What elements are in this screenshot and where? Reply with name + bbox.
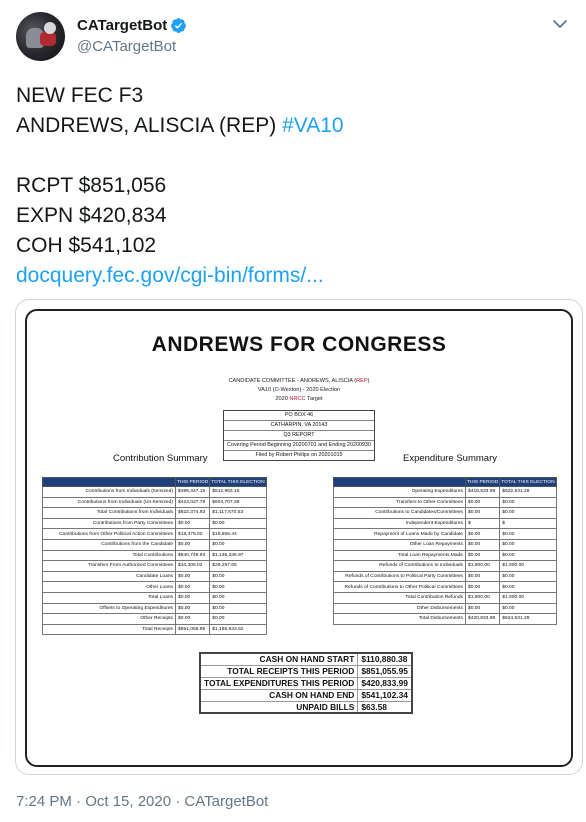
row-total-value: $0.00: [210, 592, 266, 603]
row-label: Other Disbursements: [334, 603, 466, 614]
row-period-value: $1,900.00: [466, 592, 500, 603]
cash-row: [200, 677, 412, 689]
row-total-value: $1,900.00: [500, 592, 556, 603]
col-this-period: THIS PERIOD: [467, 479, 499, 485]
display-name[interactable]: CATargetBot: [77, 17, 168, 34]
row-period-value: $840,749.93: [176, 550, 210, 561]
row-period-value: $18,375.00: [176, 529, 210, 540]
row-period-value: $10,306.02: [176, 561, 210, 572]
cash-value: $541,102.34: [358, 689, 412, 701]
cash-value: $110,880.38: [358, 653, 412, 665]
contribution-row: [43, 582, 267, 593]
info-line: Q3 REPORT: [224, 431, 374, 441]
document-title: ANDREWS FOR CONGRESS: [151, 333, 447, 356]
row-period-value: $0.00: [176, 603, 210, 614]
row-label: Operating Expenditures: [334, 487, 466, 498]
row-label: Refunds of Contributions to Individuals: [334, 561, 466, 572]
row-label: Refunds of Contributions to Political Party Committees: [334, 571, 466, 582]
row-total-value: $1,165,633.62: [210, 624, 266, 635]
expenditure-row: [334, 571, 557, 582]
row-period-value: $399,347.15: [176, 487, 210, 498]
committee-info-box: [223, 410, 375, 461]
fec-summary-document: [25, 309, 573, 767]
row-total-value: $0.00: [500, 497, 556, 508]
row-total-value: $604,707.38: [210, 497, 266, 508]
row-period-value: $1,900.00: [466, 561, 500, 572]
contribution-row: [43, 529, 267, 540]
row-label: Total Contribution Refunds: [334, 592, 466, 603]
row-label: Refunds of Contributions to Other Political Committees: [334, 582, 466, 593]
row-total-value: $624,531.28: [500, 614, 556, 625]
row-total-value: $0.00: [210, 518, 266, 529]
expenditure-row: [334, 529, 557, 540]
cash-row: [200, 665, 412, 677]
author-name-row[interactable]: [77, 17, 187, 34]
cash-label: CASH ON HAND START: [200, 653, 358, 665]
row-total-value: $0.00: [500, 571, 556, 582]
info-line: PO BOX 46: [224, 411, 374, 421]
tweet-line-coh: COH $541,102: [16, 234, 157, 257]
contribution-row: [43, 539, 267, 550]
row-label: Total Loans: [43, 592, 176, 603]
fec-link[interactable]: docquery.fec.gov/cgi-bin/forms/...: [16, 264, 324, 287]
row-total-value: $29,297.65: [210, 561, 266, 572]
row-label: Total Contributions from Individuals: [43, 508, 176, 519]
row-label: Repayment of Loans Made by Candidate: [334, 529, 466, 540]
cash-row: [200, 653, 412, 665]
expenditure-row: [334, 497, 557, 508]
more-options-icon[interactable]: [550, 18, 570, 30]
row-label: Contributions from Individuals (Itemized): [43, 487, 176, 498]
expenditure-row: [334, 508, 557, 519]
row-period-value: $0.00: [176, 614, 210, 625]
document-subtitle-2: VA10 (D-Wexton) - 2020 Election: [257, 387, 341, 393]
row-total-value: $1,136,335.97: [210, 550, 266, 561]
row-total-value: $1,900.00: [500, 561, 556, 572]
expenditure-row: [334, 603, 557, 614]
row-label: Other Receipts: [43, 614, 176, 625]
row-total-value: $0.00: [210, 539, 266, 550]
hashtag-link[interactable]: #VA10: [282, 114, 344, 137]
tweet-line-expenses: EXPN $420,834: [16, 204, 167, 227]
row-total-value: $0.00: [500, 582, 556, 593]
row-total-value: $622,631.28: [500, 487, 556, 498]
contribution-row: [43, 592, 267, 603]
expenditure-row: [334, 561, 557, 572]
row-period-value: $0.00: [176, 592, 210, 603]
row-label: Other Loans: [43, 582, 176, 593]
tweet-line-receipts: RCPT $851,056: [16, 174, 167, 197]
row-period-value: $0.00: [176, 518, 210, 529]
cash-value: $420,833.99: [358, 677, 412, 689]
row-period-value: $420,833.99: [466, 614, 500, 625]
contribution-summary-title: Contribution Summary: [113, 453, 208, 464]
row-label: Independent Expenditures: [334, 518, 466, 529]
contribution-row: [43, 614, 267, 625]
col-total-election: TOTAL THIS ELECTION: [501, 479, 555, 485]
cash-row: [200, 689, 412, 701]
row-period-value: $0.00: [176, 582, 210, 593]
cash-value: $63.58: [358, 701, 412, 713]
row-total-value: $0.00: [500, 539, 556, 550]
row-period-value: $0.00: [176, 571, 210, 582]
row-period-value: $0.00: [176, 539, 210, 550]
row-label: Transfers to Other Committees: [334, 497, 466, 508]
info-line: CATHARPIN, VA 20143: [224, 421, 374, 431]
tweet-text: [16, 81, 344, 291]
cash-label: UNPAID BILLS: [200, 701, 358, 713]
row-period-value: $0.00: [466, 539, 500, 550]
cash-on-hand-table: [199, 652, 413, 714]
expenditure-row: [334, 487, 557, 498]
row-label: Total Disbursements: [334, 614, 466, 625]
contribution-row: [43, 550, 267, 561]
expenditure-summary-title: Expenditure Summary: [403, 453, 497, 464]
contribution-table: [42, 477, 267, 635]
row-label: Total Receipts: [43, 624, 176, 635]
expenditure-row: [334, 518, 557, 529]
row-total-value: $0.00: [500, 550, 556, 561]
expenditure-row: [334, 614, 557, 625]
row-period-value: $822,374.93: [176, 508, 210, 519]
row-label: Offsets to Operating Expenditures: [43, 603, 176, 614]
cash-row: [200, 701, 412, 713]
row-period-value: $0.00: [466, 550, 500, 561]
row-period-value: $418,933.99: [466, 487, 500, 498]
expenditure-row: [334, 539, 557, 550]
cash-label: TOTAL EXPENDITURES THIS PERIOD: [200, 677, 358, 689]
tweet-line-1: NEW FEC F3: [16, 84, 144, 107]
row-label: Contributions from Other Political Action Committees: [43, 529, 176, 540]
row-total-value: $512,963.15: [210, 487, 266, 498]
contribution-row: [43, 624, 267, 635]
row-period-value: $0.00: [466, 508, 500, 519]
row-label: Total Contributions: [43, 550, 176, 561]
row-total-value: $0.00: [210, 571, 266, 582]
verified-badge-icon: [170, 17, 187, 34]
row-period-value: $0.00: [466, 582, 500, 593]
expenditure-row: [334, 582, 557, 593]
handle[interactable]: @CATargetBot: [77, 38, 177, 55]
contribution-row: [43, 487, 267, 498]
contribution-row: [43, 508, 267, 519]
contribution-row: [43, 518, 267, 529]
tweet-line-2: ANDREWS, ALISCIA (REP) #VA10: [16, 114, 344, 137]
contribution-row: [43, 497, 267, 508]
row-period-value: $: [466, 518, 500, 529]
row-label: Contributions to Candidates/Committees: [334, 508, 466, 519]
row-total-value: $: [500, 518, 556, 529]
col-total-election: TOTAL THIS ELECTION: [211, 479, 265, 485]
row-label: Other Loan Repayments: [334, 539, 466, 550]
row-total-value: $1,117,670.53: [210, 508, 266, 519]
row-label: Candidate Loans: [43, 571, 176, 582]
document-subtitle-1: CANDIDATE COMMITTEE - ANDREWS, ALISCIA (REP): [228, 378, 370, 384]
row-total-value: $0.00: [500, 529, 556, 540]
row-period-value: $423,027.78: [176, 497, 210, 508]
info-line: Filed by Robert Philips on 20201015: [255, 452, 343, 458]
row-total-value: $0.00: [210, 582, 266, 593]
row-period-value: $0.00: [466, 529, 500, 540]
row-period-value: $851,055.95: [176, 624, 210, 635]
expenditure-row: [334, 550, 557, 561]
row-total-value: $0.00: [500, 603, 556, 614]
document-subtitle-3: 2020 NRCC Target: [275, 396, 323, 402]
row-label: Transfers From Authorized Committees: [43, 561, 176, 572]
avatar[interactable]: [16, 12, 65, 61]
attached-image[interactable]: [15, 299, 583, 775]
row-period-value: $0.00: [466, 571, 500, 582]
row-period-value: $0.00: [466, 497, 500, 508]
row-total-value: $18,665.44: [210, 529, 266, 540]
row-label: Contributions from Party Committees: [43, 518, 176, 529]
row-label: Contributions from Individuals (Un-Itemized): [43, 497, 176, 508]
expenditure-table: [333, 477, 557, 625]
contribution-row: [43, 571, 267, 582]
row-total-value: $0.00: [210, 603, 266, 614]
col-this-period: THIS PERIOD: [177, 479, 209, 485]
row-total-value: $0.00: [500, 508, 556, 519]
row-label: Total Loan Repayments Made: [334, 550, 466, 561]
timestamp[interactable]: 7:24 PM · Oct 15, 2020 · CATargetBot: [16, 793, 269, 810]
contribution-row: [43, 561, 267, 572]
row-label: Contributions from the Candidate: [43, 539, 176, 550]
cash-value: $851,055.95: [358, 665, 412, 677]
row-period-value: $0.00: [466, 603, 500, 614]
contribution-row: [43, 603, 267, 614]
cash-label: CASH ON HAND END: [200, 689, 358, 701]
cash-label: TOTAL RECEIPTS THIS PERIOD: [200, 665, 358, 677]
info-line: Covering Period Beginning 20200701 and Ending 20200930: [224, 441, 374, 451]
row-total-value: $0.00: [210, 614, 266, 625]
expenditure-row: [334, 592, 557, 603]
